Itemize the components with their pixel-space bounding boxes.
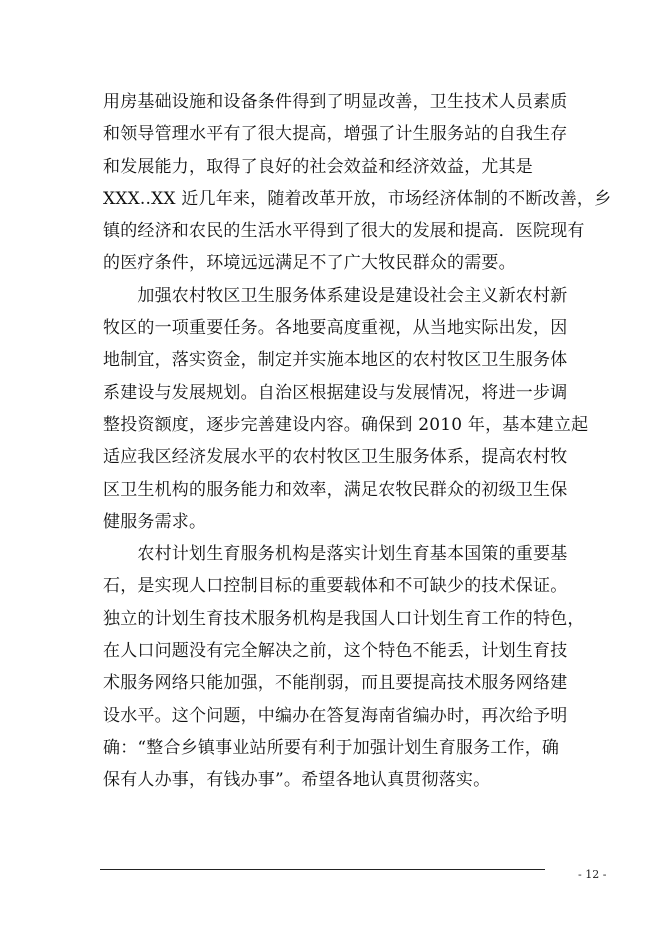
text-line: 在人口问题没有完全解决之前，这个特色不能丢，计划生育技 [103, 641, 568, 662]
text-line: 和领导管理水平有了很大提高，增强了计生服务站的自我生存 [103, 124, 568, 145]
text-line: 系建设与发展规划。自治区根据建设与发展情况，将进一步调 [103, 382, 568, 403]
body-text [103, 86, 612, 797]
text-line: 术服务网络只能加强，不能削弱，而且要提高技术服务网络建 [103, 673, 568, 694]
text-line: 适应我区经济发展水平的农村牧区卫生服务体系，提高农村牧 [103, 447, 568, 468]
footer-rule [100, 869, 545, 870]
page-number: - 12 - [578, 868, 607, 881]
text-line: 牧区的一项重要任务。各地要高度重视，从当地实际出发，因 [103, 318, 568, 339]
text-line: 农村计划生育服务机构是落实计划生育基本国策的重要基 [103, 544, 568, 565]
text-line: 区卫生机构的服务能力和效率，满足农牧民群众的初级卫生保 [103, 479, 568, 500]
text-line: 的医疗条件，环境远远满足不了广大牧民群众的需要。 [103, 253, 516, 274]
text-line: 和发展能力，取得了良好的社会效益和经济效益，尤其是 [103, 156, 533, 177]
text-line: 整投资额度，逐步完善建设内容。确保到 2010 年，基本建立起 [103, 414, 589, 435]
text-line: XXX..XX 近几年来，随着改革开放，市场经济体制的不断改善，乡 [103, 188, 612, 209]
text-line: 镇的经济和农民的生活水平得到了很大的发展和提高．医院现有 [103, 221, 585, 242]
text-line: 用房基础设施和设备条件得到了明显改善，卫生技术人员素质 [103, 92, 568, 112]
text-line: 设水平。这个问题，中编办在答复海南省编办时，再次给予明 [103, 705, 568, 726]
text-line: 健服务需求。 [103, 511, 207, 532]
text-line: 确：“整合乡镇事业站所要有利于加强计划生育服务工作，确 [103, 737, 560, 758]
text-line: 石，是实现人口控制目标的重要载体和不可缺少的技术保证。 [103, 576, 568, 597]
text-line: 加强农村牧区卫生服务体系建设是建设社会主义新农村新 [103, 285, 568, 306]
text-line: 保有人办事，有钱办事”。希望各地认真贯彻落实。 [103, 770, 491, 791]
text-line: 独立的计划生育技术服务机构是我国人口计划生育工作的特色， [103, 608, 585, 629]
text-line: 地制宜，落实资金，制定并实施本地区的农村牧区卫生服务体 [103, 350, 568, 371]
